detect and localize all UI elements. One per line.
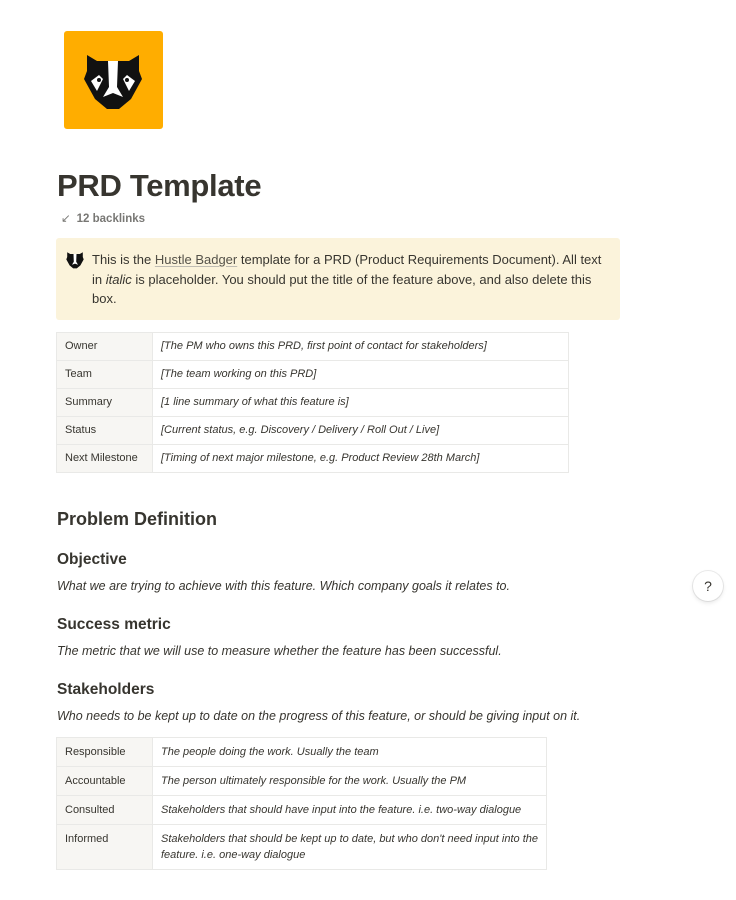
problem-definition-heading: Problem Definition (57, 509, 218, 529)
row-value[interactable]: [The team working on this PRD] (153, 361, 569, 389)
objective-heading: Objective (57, 551, 127, 568)
row-value[interactable]: [Current status, e.g. Discovery / Delivery / Roll Out / Live] (153, 417, 569, 445)
table-row (57, 767, 547, 796)
table-row (57, 333, 569, 361)
table-row (57, 825, 547, 870)
hustle-badger-link[interactable]: Hustle Badger (154, 252, 238, 267)
row-key[interactable]: Responsible (57, 738, 153, 767)
backlinks-link[interactable] (61, 211, 145, 225)
row-value[interactable]: Stakeholders that should have input into the feature. i.e. two-way dialogue (153, 796, 547, 825)
backlinks-label: 12 backlinks (76, 213, 146, 225)
table-row (57, 389, 569, 417)
row-key[interactable]: Team (57, 361, 153, 389)
page-title: PRD Template (57, 168, 262, 203)
row-value[interactable]: [Timing of next major milestone, e.g. Product Review 28th March] (153, 445, 569, 473)
table-row (57, 445, 569, 473)
help-button[interactable]: ? (693, 571, 723, 601)
row-value[interactable]: The people doing the work. Usually the team (153, 738, 547, 767)
callout-italic: italic (105, 271, 132, 287)
row-key[interactable]: Next Milestone (57, 445, 153, 473)
row-value[interactable]: The person ultimately responsible for the work. Usually the PM (153, 767, 547, 796)
page-icon[interactable] (64, 31, 163, 129)
table-row (57, 361, 569, 389)
row-value[interactable]: Stakeholders that should be kept up to date, but who don't need input into the feature. i.e. one-way dialogue (153, 825, 547, 870)
table-row (57, 796, 547, 825)
overview-table (56, 332, 569, 473)
callout-text (92, 250, 607, 309)
row-key[interactable]: Accountable (57, 767, 153, 796)
callout (56, 238, 620, 320)
badger-icon (83, 51, 143, 111)
callout-text-part: is placeholder. You should put the title of the feature above, and also delete this box. (92, 271, 592, 306)
row-key[interactable]: Summary (57, 389, 153, 417)
success-metric-text: The metric that we will use to measure whether the feature has been successful. (57, 644, 502, 658)
callout-text-part: This is the (92, 252, 155, 267)
objective-text: What we are trying to achieve with this feature. Which company goals it relates to. (57, 579, 510, 593)
stakeholders-heading: Stakeholders (57, 681, 155, 698)
success-metric-heading: Success metric (57, 616, 171, 633)
row-key[interactable]: Status (57, 417, 153, 445)
badger-icon (66, 251, 84, 269)
table-row (57, 417, 569, 445)
callout-text-part: template for a PRD (Product Requirements Document). All text in (92, 252, 602, 287)
table-row (57, 738, 547, 767)
row-key[interactable]: Informed (57, 825, 153, 870)
row-key[interactable]: Owner (57, 333, 153, 361)
row-value[interactable]: [The PM who owns this PRD, first point of contact for stakeholders] (153, 333, 569, 361)
row-value[interactable]: [1 line summary of what this feature is] (153, 389, 569, 417)
raci-table (56, 737, 547, 870)
row-key[interactable]: Consulted (57, 796, 153, 825)
stakeholders-text: Who needs to be kept up to date on the progress of this feature, or should be giving input on it. (57, 709, 581, 723)
arrow-icon: ↙ (61, 213, 71, 225)
